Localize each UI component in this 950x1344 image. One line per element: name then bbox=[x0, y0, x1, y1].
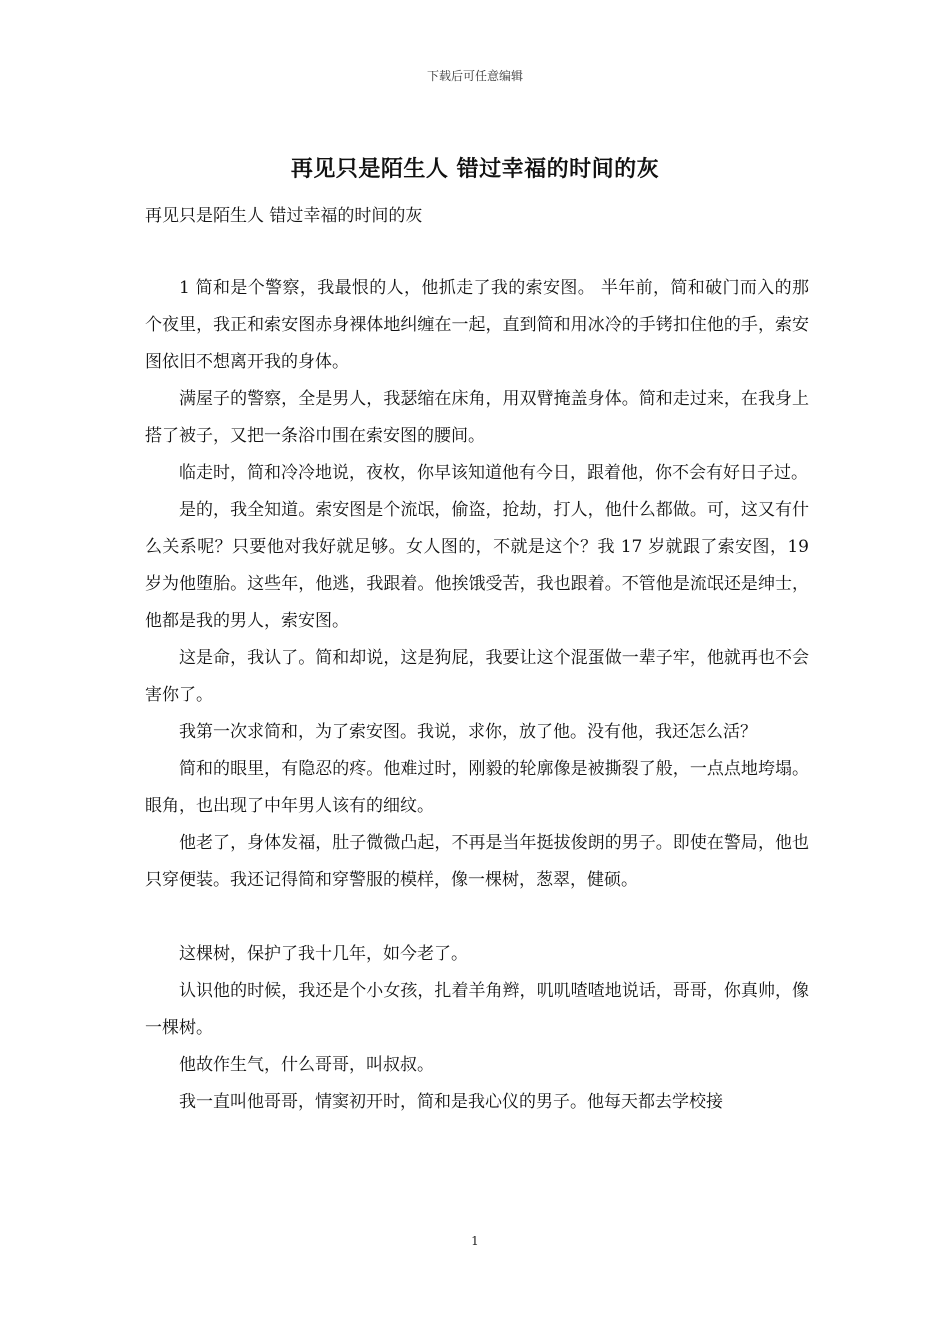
paragraph: 这是命，我认了。简和却说，这是狗屁，我要让这个混蛋做一辈子牢，他就再也不会害你了。 bbox=[145, 648, 809, 705]
document-body bbox=[145, 270, 809, 1121]
paragraph: 1 简和是个警察，我最恨的人，他抓走了我的索安图。 半年前，简和破门而入的那个夜里，我正和索安图赤身裸体地纠缠在一起，直到简和用冰冷的手铐扣住他的手，索安图依旧不想离开我的身体。 bbox=[145, 278, 809, 372]
page-header-note: 下载后可任意编辑 bbox=[426, 69, 523, 83]
paragraph: 简和的眼里，有隐忍的疼。他难过时，刚毅的轮廓像是被撕裂了般，一点点地垮塌。眼角，也出现了中年男人该有的细纹。 bbox=[145, 759, 809, 816]
paragraph: 我第一次求简和，为了索安图。我说，求你，放了他。没有他，我还怎么活？ bbox=[179, 722, 757, 742]
paragraph: 我一直叫他哥哥，情窦初开时，简和是我心仪的男子。他每天都去学校接 bbox=[179, 1092, 723, 1112]
paragraph: 满屋子的警察，全是男人，我瑟缩在床角，用双臂掩盖身体。简和走过来，在我身上搭了被子，又把一条浴巾围在索安图的腰间。 bbox=[145, 389, 809, 446]
paragraph: 这棵树，保护了我十几年，如今老了。 bbox=[179, 944, 468, 964]
page-number: 1 bbox=[471, 1234, 479, 1248]
document-title: 再见只是陌生人 错过幸福的时间的灰 bbox=[290, 156, 660, 182]
document-subtitle: 再见只是陌生人 错过幸福的时间的灰 bbox=[145, 206, 423, 226]
paragraph: 是的，我全知道。索安图是个流氓，偷盗，抢劫，打人，他什么都做。可，这又有什么关系呢？只要他对我好就足够。女人图的，不就是这个？我 17 岁就跟了索安图，19 岁为他堕胎。这些年，他逃，我跟着。他挨饿受苦，我也跟着。不管他是流氓还是绅士，他都是我的男人，索安图。 bbox=[145, 500, 809, 631]
paragraph: 他故作生气，什么哥哥，叫叔叔。 bbox=[179, 1055, 434, 1075]
paragraph: 临走时，简和冷冷地说，夜枚，你早该知道他有今日，跟着他，你不会有好日子过。 bbox=[179, 463, 808, 483]
paragraph: 认识他的时候，我还是个小女孩，扎着羊角辫，叽叽喳喳地说话，哥哥，你真帅，像一棵树。 bbox=[145, 981, 809, 1038]
paragraph: 他老了，身体发福，肚子微微凸起，不再是当年挺拔俊朗的男子。即使在警局，他也只穿便装。我还记得简和穿警服的模样，像一棵树，葱翠，健硕。 bbox=[145, 833, 809, 890]
